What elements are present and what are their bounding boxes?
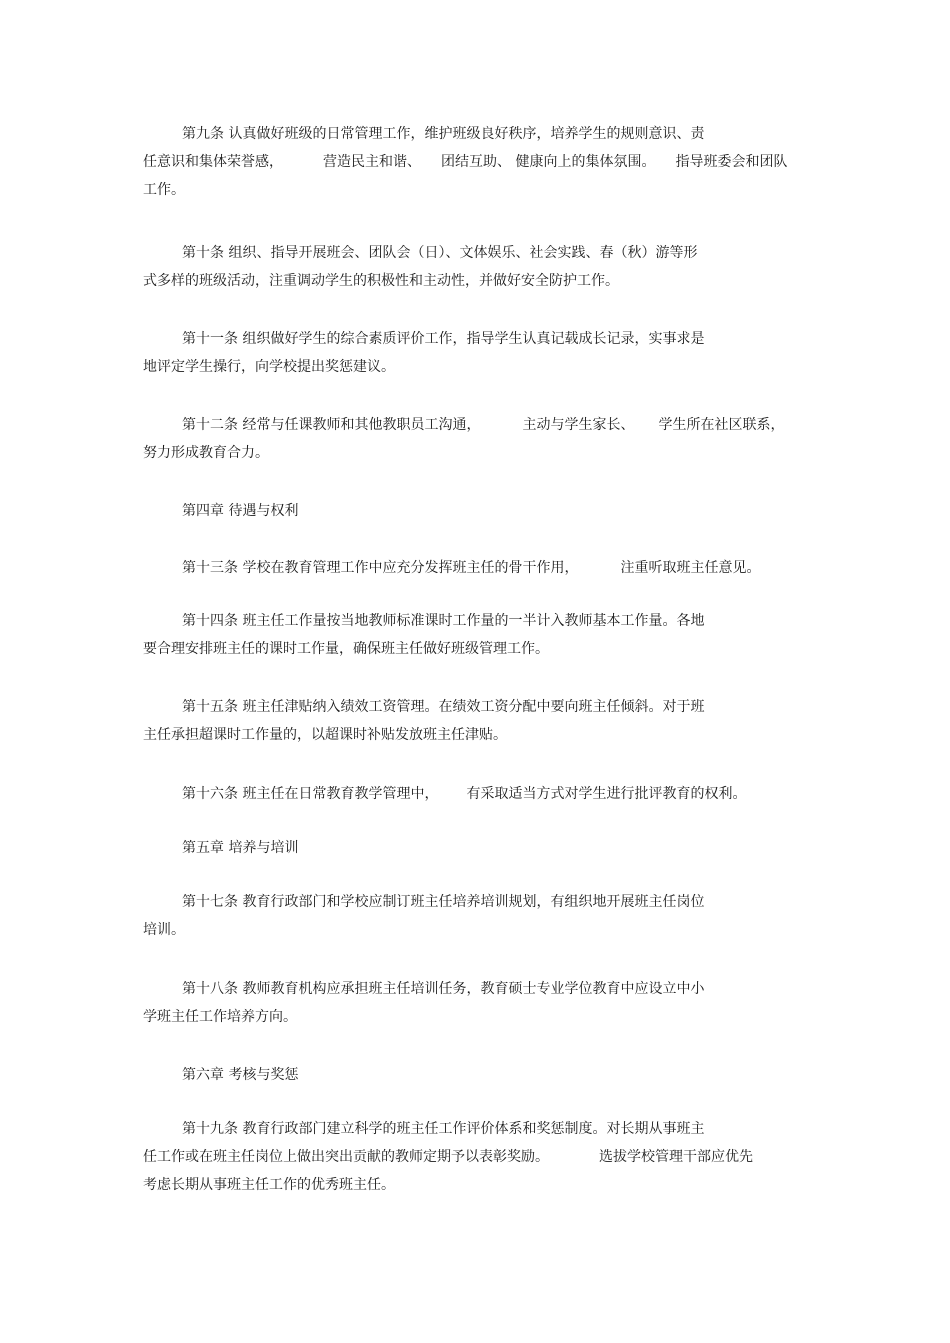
article-9-line-2-part-a: 任意识和集体荣誉感， <box>143 154 283 170</box>
article-13-line-1-part-b: 注重听取班主任意见。 <box>620 560 761 576</box>
article-18 <box>143 975 803 1031</box>
article-11 <box>143 325 803 381</box>
article-17-line-2: 培训。 <box>143 922 185 938</box>
article-14-line-1: 第十四条 班主任工作量按当地教师标准课时工作量的一半计入教师基本工作量。各地 <box>182 613 705 629</box>
article-12-line-1-part-a: 第十二条 经常与任课教师和其他教职员工沟通， <box>182 417 481 433</box>
article-9-line-1: 第九条 认真做好班级的日常管理工作，维护班级良好秩序，培养学生的规则意识、责 <box>182 126 705 142</box>
article-19 <box>143 1115 803 1199</box>
article-13-line-1 <box>143 554 803 582</box>
article-17-line-1: 第十七条 教育行政部门和学校应制订班主任培养培训规划，有组织地开展班主任岗位 <box>182 894 705 910</box>
chapter-6-heading <box>143 1061 803 1089</box>
article-12-line-2: 努力形成教育合力。 <box>143 445 269 461</box>
article-9 <box>143 120 803 204</box>
article-19-line-2 <box>143 1143 803 1171</box>
article-13-line-1-part-a: 第十三条 学校在教育管理工作中应充分发挥班主任的骨干作用， <box>182 560 579 576</box>
article-10-line-2: 式多样的班级活动，注重调动学生的积极性和主动性，并做好安全防护工作。 <box>143 273 619 289</box>
article-12 <box>143 411 803 467</box>
article-16-line-1-part-b: 有采取适当方式对学生进行批评教育的权利。 <box>466 786 747 802</box>
article-11-line-1: 第十一条 组织做好学生的综合素质评价工作，指导学生认真记载成长记录，实事求是 <box>182 331 705 347</box>
article-13 <box>143 554 803 582</box>
chapter-5-title: 第五章 培养与培训 <box>182 840 299 856</box>
article-14 <box>143 607 803 663</box>
article-19-line-2-part-b: 选拔学校管理干部应优先 <box>599 1149 753 1165</box>
chapter-4-title: 第四章 待遇与权利 <box>182 503 299 519</box>
chapter-5-heading <box>143 834 803 862</box>
article-10 <box>143 239 803 295</box>
article-17 <box>143 888 803 944</box>
article-9-line-2 <box>143 148 803 176</box>
article-12-line-1 <box>143 411 803 439</box>
article-18-line-1: 第十八条 教师教育机构应承担班主任培训任务，教育硕士专业学位教育中应设立中小 <box>182 981 705 997</box>
article-14-line-2: 要合理安排班主任的课时工作量，确保班主任做好班级管理工作。 <box>143 641 549 657</box>
article-12-line-1-part-c: 学生所在社区联系， <box>658 417 785 433</box>
article-9-line-3: 工作。 <box>143 182 185 198</box>
article-16-line-1 <box>143 780 803 808</box>
article-15 <box>143 693 803 749</box>
article-15-line-1: 第十五条 班主任津贴纳入绩效工资管理。在绩效工资分配中要向班主任倾斜。对于班 <box>182 699 705 715</box>
article-16-line-1-part-a: 第十六条 班主任在日常教育教学管理中， <box>182 786 439 802</box>
article-18-line-2: 学班主任工作培养方向。 <box>143 1009 297 1025</box>
article-15-line-2: 主任承担超课时工作量的，以超课时补贴发放班主任津贴。 <box>143 727 507 743</box>
chapter-4-heading <box>143 497 803 525</box>
article-19-line-3: 考虑长期从事班主任工作的优秀班主任。 <box>143 1177 395 1193</box>
article-11-line-2: 地评定学生操行，向学校提出奖惩建议。 <box>143 359 395 375</box>
article-16 <box>143 780 803 808</box>
article-12-line-1-part-b: 主动与学生家长、 <box>522 417 635 433</box>
article-10-line-1: 第十条 组织、指导开展班会、团队会（日）、文体娱乐、社会实践、春（秋）游等形 <box>182 245 698 261</box>
article-9-line-2-part-b: 营造民主和谐、 <box>323 154 421 170</box>
article-19-line-2-part-a: 任工作或在班主任岗位上做出突出贡献的教师定期予以表彰奖励。 <box>143 1149 549 1165</box>
article-9-line-2-part-c: 团结互助、 健康向上的集体氛围。 <box>441 154 656 170</box>
article-19-line-1: 第十九条 教育行政部门建立科学的班主任工作评价体系和奖惩制度。对长期从事班主 <box>182 1121 705 1137</box>
chapter-6-title: 第六章 考核与奖惩 <box>182 1067 299 1083</box>
article-9-line-2-part-d: 指导班委会和团队 <box>675 154 788 170</box>
